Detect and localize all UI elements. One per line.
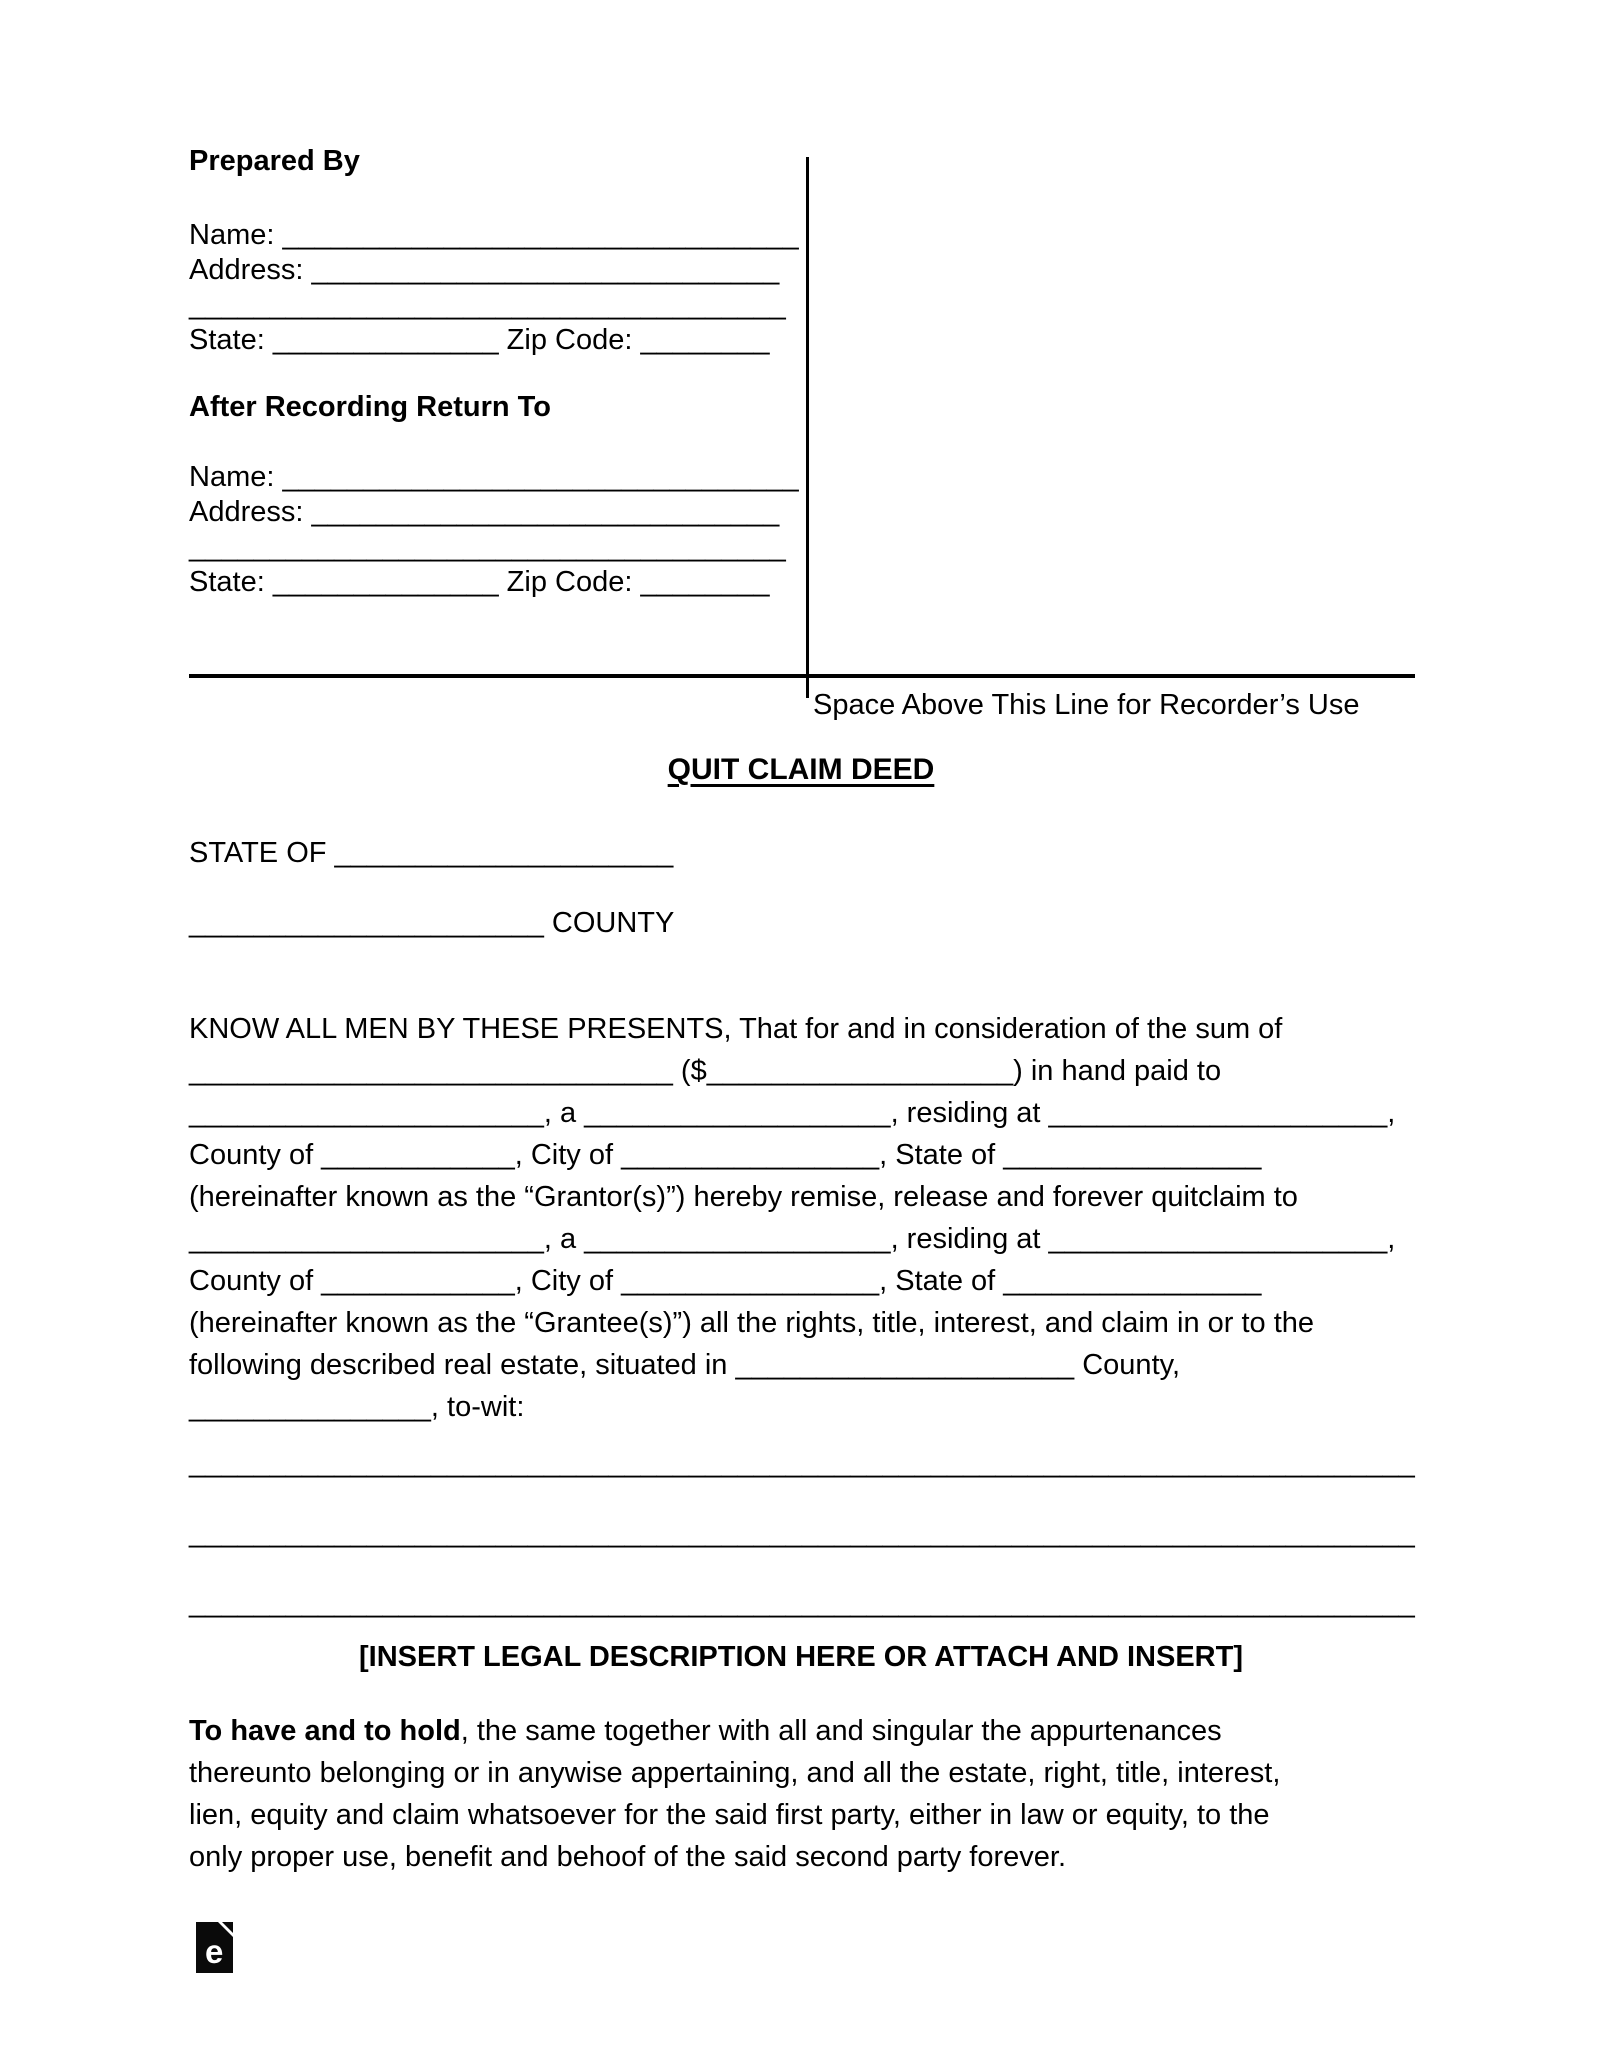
prepared-by-fields <box>189 218 799 358</box>
paragraph-line: only proper use, benefit and behoof of the said second party forever. <box>189 1841 1067 1873</box>
form-blank-line: Address: _____________________________ <box>189 496 780 528</box>
form-blank-line: Name: ________________________________ <box>189 461 799 493</box>
legal-description-blanks <box>189 1428 1415 1638</box>
return-to-fields <box>189 460 799 600</box>
form-blank-line: State: ______________ Zip Code: ________ <box>189 324 770 356</box>
state-of-line: STATE OF _____________________ <box>189 837 674 869</box>
eforms-document-icon <box>196 1922 233 1973</box>
habendum-remaining-lines <box>189 1752 1519 1878</box>
return-to-heading: After Recording Return To <box>189 391 551 423</box>
paragraph-line: ______________________, a ___________________, residing at _____________________, <box>189 1223 1396 1255</box>
form-blank-line: State: ______________ Zip Code: ________ <box>189 566 770 598</box>
eforms-logo <box>196 1922 233 1973</box>
recorder-box-horizontal-rule <box>189 674 1415 678</box>
habendum-paragraph <box>189 1710 1519 1878</box>
recorder-box-vertical-rule <box>806 157 809 698</box>
granting-clause-paragraph <box>189 1008 1395 1428</box>
form-blank-line: _____________________________________ <box>189 289 786 321</box>
description-blank-line: ____________________________________________________________________________ <box>189 1587 1415 1619</box>
paragraph-line: ______________________, a ___________________, residing at _____________________, <box>189 1097 1396 1129</box>
eforms-logo-letter: e <box>205 1933 224 1970</box>
description-blank-line: ____________________________________________________________________________ <box>189 1447 1415 1479</box>
county-line: ______________________ COUNTY <box>189 907 675 939</box>
habendum-first-line-rest: , the same together with all and singular the appurtenances <box>460 1715 1222 1747</box>
paragraph-line: KNOW ALL MEN BY THESE PRESENTS, That for and in consideration of the sum of <box>189 1013 1283 1045</box>
paragraph-line: thereunto belonging or in anywise appertaining, and all the estate, right, title, interest, <box>189 1757 1281 1789</box>
habendum-bold-lead: To have and to hold <box>189 1715 461 1747</box>
paragraph-line: (hereinafter known as the “Grantee(s)”) all the rights, title, interest, and claim in or to the <box>189 1307 1315 1339</box>
paragraph-line: lien, equity and claim whatsoever for the said first party, either in law or equity, to the <box>189 1799 1270 1831</box>
paragraph-line: County of ____________, City of ________________, State of ________________ <box>189 1139 1262 1171</box>
paragraph-line: ______________________________ ($___________________) in hand paid to <box>189 1055 1222 1087</box>
form-blank-line: _____________________________________ <box>189 531 786 563</box>
prepared-by-heading: Prepared By <box>189 145 360 177</box>
paragraph-line: _______________, to-wit: <box>189 1391 525 1423</box>
form-blank-line: Name: ________________________________ <box>189 219 799 251</box>
document-title: QUIT CLAIM DEED <box>667 753 935 786</box>
habendum-first-line <box>189 1710 1519 1752</box>
description-blank-line: ____________________________________________________________________________ <box>189 1517 1415 1549</box>
paragraph-line: County of ____________, City of ________________, State of ________________ <box>189 1265 1262 1297</box>
recorder-use-note: Space Above This Line for Recorder’s Use <box>813 689 1360 721</box>
paragraph-line: following described real estate, situated in _____________________ County, <box>189 1349 1181 1381</box>
form-blank-line: Address: _____________________________ <box>189 254 780 286</box>
paragraph-line: (hereinafter known as the “Grantor(s)”) hereby remise, release and forever quitclaim to <box>189 1181 1298 1213</box>
insert-legal-description-note: [INSERT LEGAL DESCRIPTION HERE OR ATTACH AND INSERT] <box>359 1641 1243 1673</box>
